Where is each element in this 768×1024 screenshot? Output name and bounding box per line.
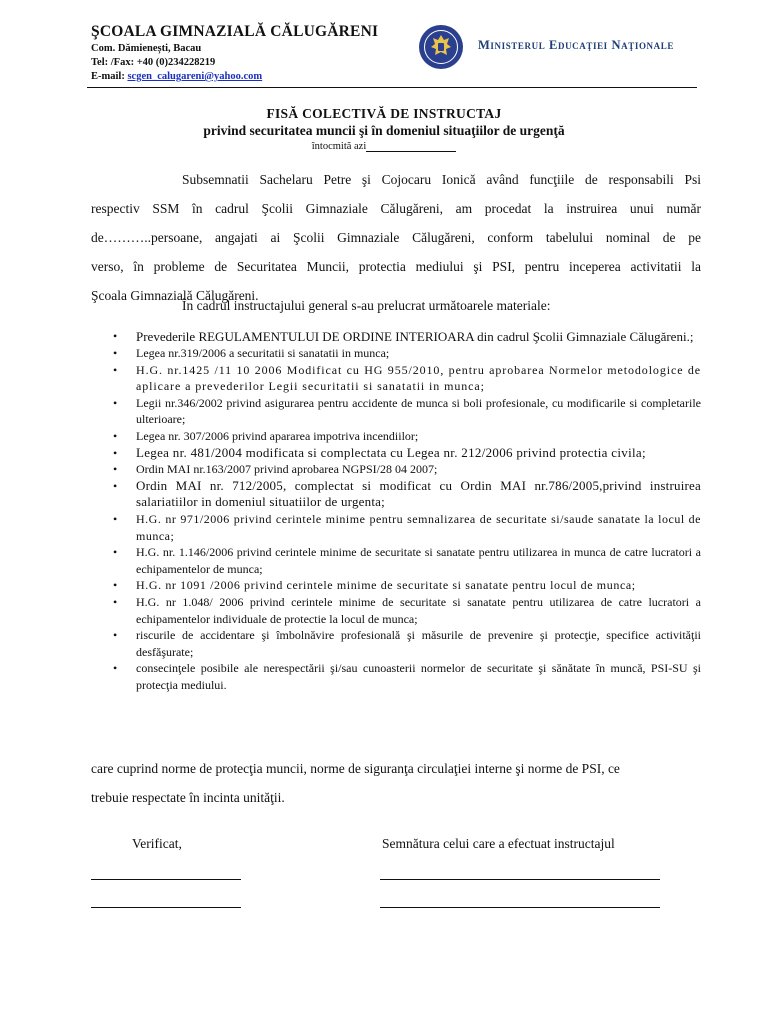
header-divider <box>87 87 697 88</box>
intro-line: Şcoala Gimnazială Călugăreni. <box>91 288 259 303</box>
materials-intro: În cadrul instructajului general s-au prelucrat următoarele materiale: <box>182 298 551 313</box>
list-item: • Ordin MAI nr.163/2007 privind aprobarea NGPSI/28 04 2007; <box>113 461 701 478</box>
verified-label: Verificat, <box>132 836 182 851</box>
closing-line: trebuie respectate în incinta unităţii. <box>91 790 285 805</box>
ministry-name: Ministerul Educaţiei Naţionale <box>478 38 674 52</box>
intro-line: verso, în probleme de Securitatea Muncii, protectia mediului şi PSI, pentru inceperea activitatii la <box>91 259 701 274</box>
list-item: • Prevederile REGULAMENTULUI DE ORDINE INTERIOARA din cadrul Şcolii Gimnaziale Călugăreni.; <box>113 328 701 345</box>
government-crest-icon <box>418 24 464 70</box>
email-label: E-mail: <box>91 71 128 82</box>
school-address: Com. Dămienești, Bacau <box>91 43 202 54</box>
list-item: • H.G. nr. 1.146/2006 privind cerintele minime de securitate si sanatate pentru utilizarea in munca de catre lucratori a echipamentelor de munca; <box>113 544 701 577</box>
closing-line: care cuprind norme de protecţia muncii, norme de siguranţa circulaţiei interne şi norme de PSI, ce <box>91 761 620 776</box>
document-title: FISĂ COLECTIVĂ DE INSTRUCTAJ <box>266 106 502 121</box>
materials-list <box>113 328 701 693</box>
verified-signature-line <box>91 879 241 880</box>
list-item: • H.G. nr 1.048/ 2006 privind cerintele minime de securitate si sanatate pentru utilizarea de catre lucratori a echipamentelor individuale de protectie la locul de munca; <box>113 594 701 627</box>
verified-signature-line <box>91 907 241 908</box>
list-item: • H.G. nr 1091 /2006 privind cerintele minime de securitate si sanatate pentru locul de munca; <box>113 577 701 594</box>
letterhead-school-info <box>91 22 378 84</box>
date-blank <box>366 141 456 152</box>
list-item: • consecinţele posibile ale nerespectării şi/sau cunoasterii normelor de securitate şi sănătate în muncă, PSI-SU şi protecţia mediului. <box>113 660 701 693</box>
intro-line: respectiv SSM în cadrul Şcolii Gimnaziale Călugăreni, am procedat la instruirea unui număr <box>91 201 701 216</box>
drafted-date-line <box>0 141 768 152</box>
instructor-signature-line <box>380 879 660 880</box>
list-item: • H.G. nr.1425 /11 10 2006 Modificat cu HG 955/2010, pentru aprobarea Normelor metodologice de aplicare a prevederilor Legii securitatii si sanatatii in munca; <box>113 362 701 395</box>
list-item: • Legea nr. 481/2004 modificata si complectata cu Legea nr. 212/2006 privind protectia civila; <box>113 445 701 462</box>
instructor-signature-label: Semnătura celui care a efectuat instructajul <box>382 836 615 851</box>
instructor-signature-line <box>380 907 660 908</box>
drafted-date-label: întocmită azi <box>311 141 367 152</box>
school-name: ŞCOALA GIMNAZIALĂ CĂLUGĂRENI <box>91 23 379 40</box>
list-item: • Ordin MAI nr. 712/2005, complectat si modificat cu Ordin MAI nr.786/2005,privind instruirea salariatiilor in domeniul situatiilor de urgenta; <box>113 478 701 511</box>
closing-paragraph <box>91 754 711 812</box>
document-subtitle: privind securitatea muncii şi în domeniul situaţiilor de urgenţă <box>203 123 565 138</box>
intro-line: de………..persoane, angajati ai Şcolii Gimnaziale Călugăreni, conform tabelului nominal de pe <box>91 230 701 245</box>
intro-paragraph <box>91 165 701 310</box>
school-phone: Tel: /Fax: +40 (0)234228219 <box>91 57 216 68</box>
list-item: • H.G. nr 971/2006 privind cerintele minime pentru semnalizarea de securitate si/saude sanatate la locul de munca; <box>113 511 701 544</box>
list-item: • Legea nr. 307/2006 privind apararea impotriva incendiilor; <box>113 428 701 445</box>
intro-line: Subsemnatii Sachelaru Petre şi Cojocaru Ionică având funcţiile de responsabili Psi <box>182 172 701 187</box>
list-item: • riscurile de accidentare şi îmbolnăvire profesională şi măsurile de prevenire şi protecţie, specifice activităţii desfăşurate; <box>113 627 701 660</box>
email-link[interactable]: scgen_calugareni@yahoo.com <box>127 71 263 82</box>
list-item: • Legea nr.319/2006 a securitatii si sanatatii in munca; <box>113 345 701 362</box>
list-item: • Legii nr.346/2002 privind asigurarea pentru accidente de munca si boli profesionale, cu modificarile si completarile ulterioare; <box>113 395 701 428</box>
school-email <box>91 70 378 84</box>
